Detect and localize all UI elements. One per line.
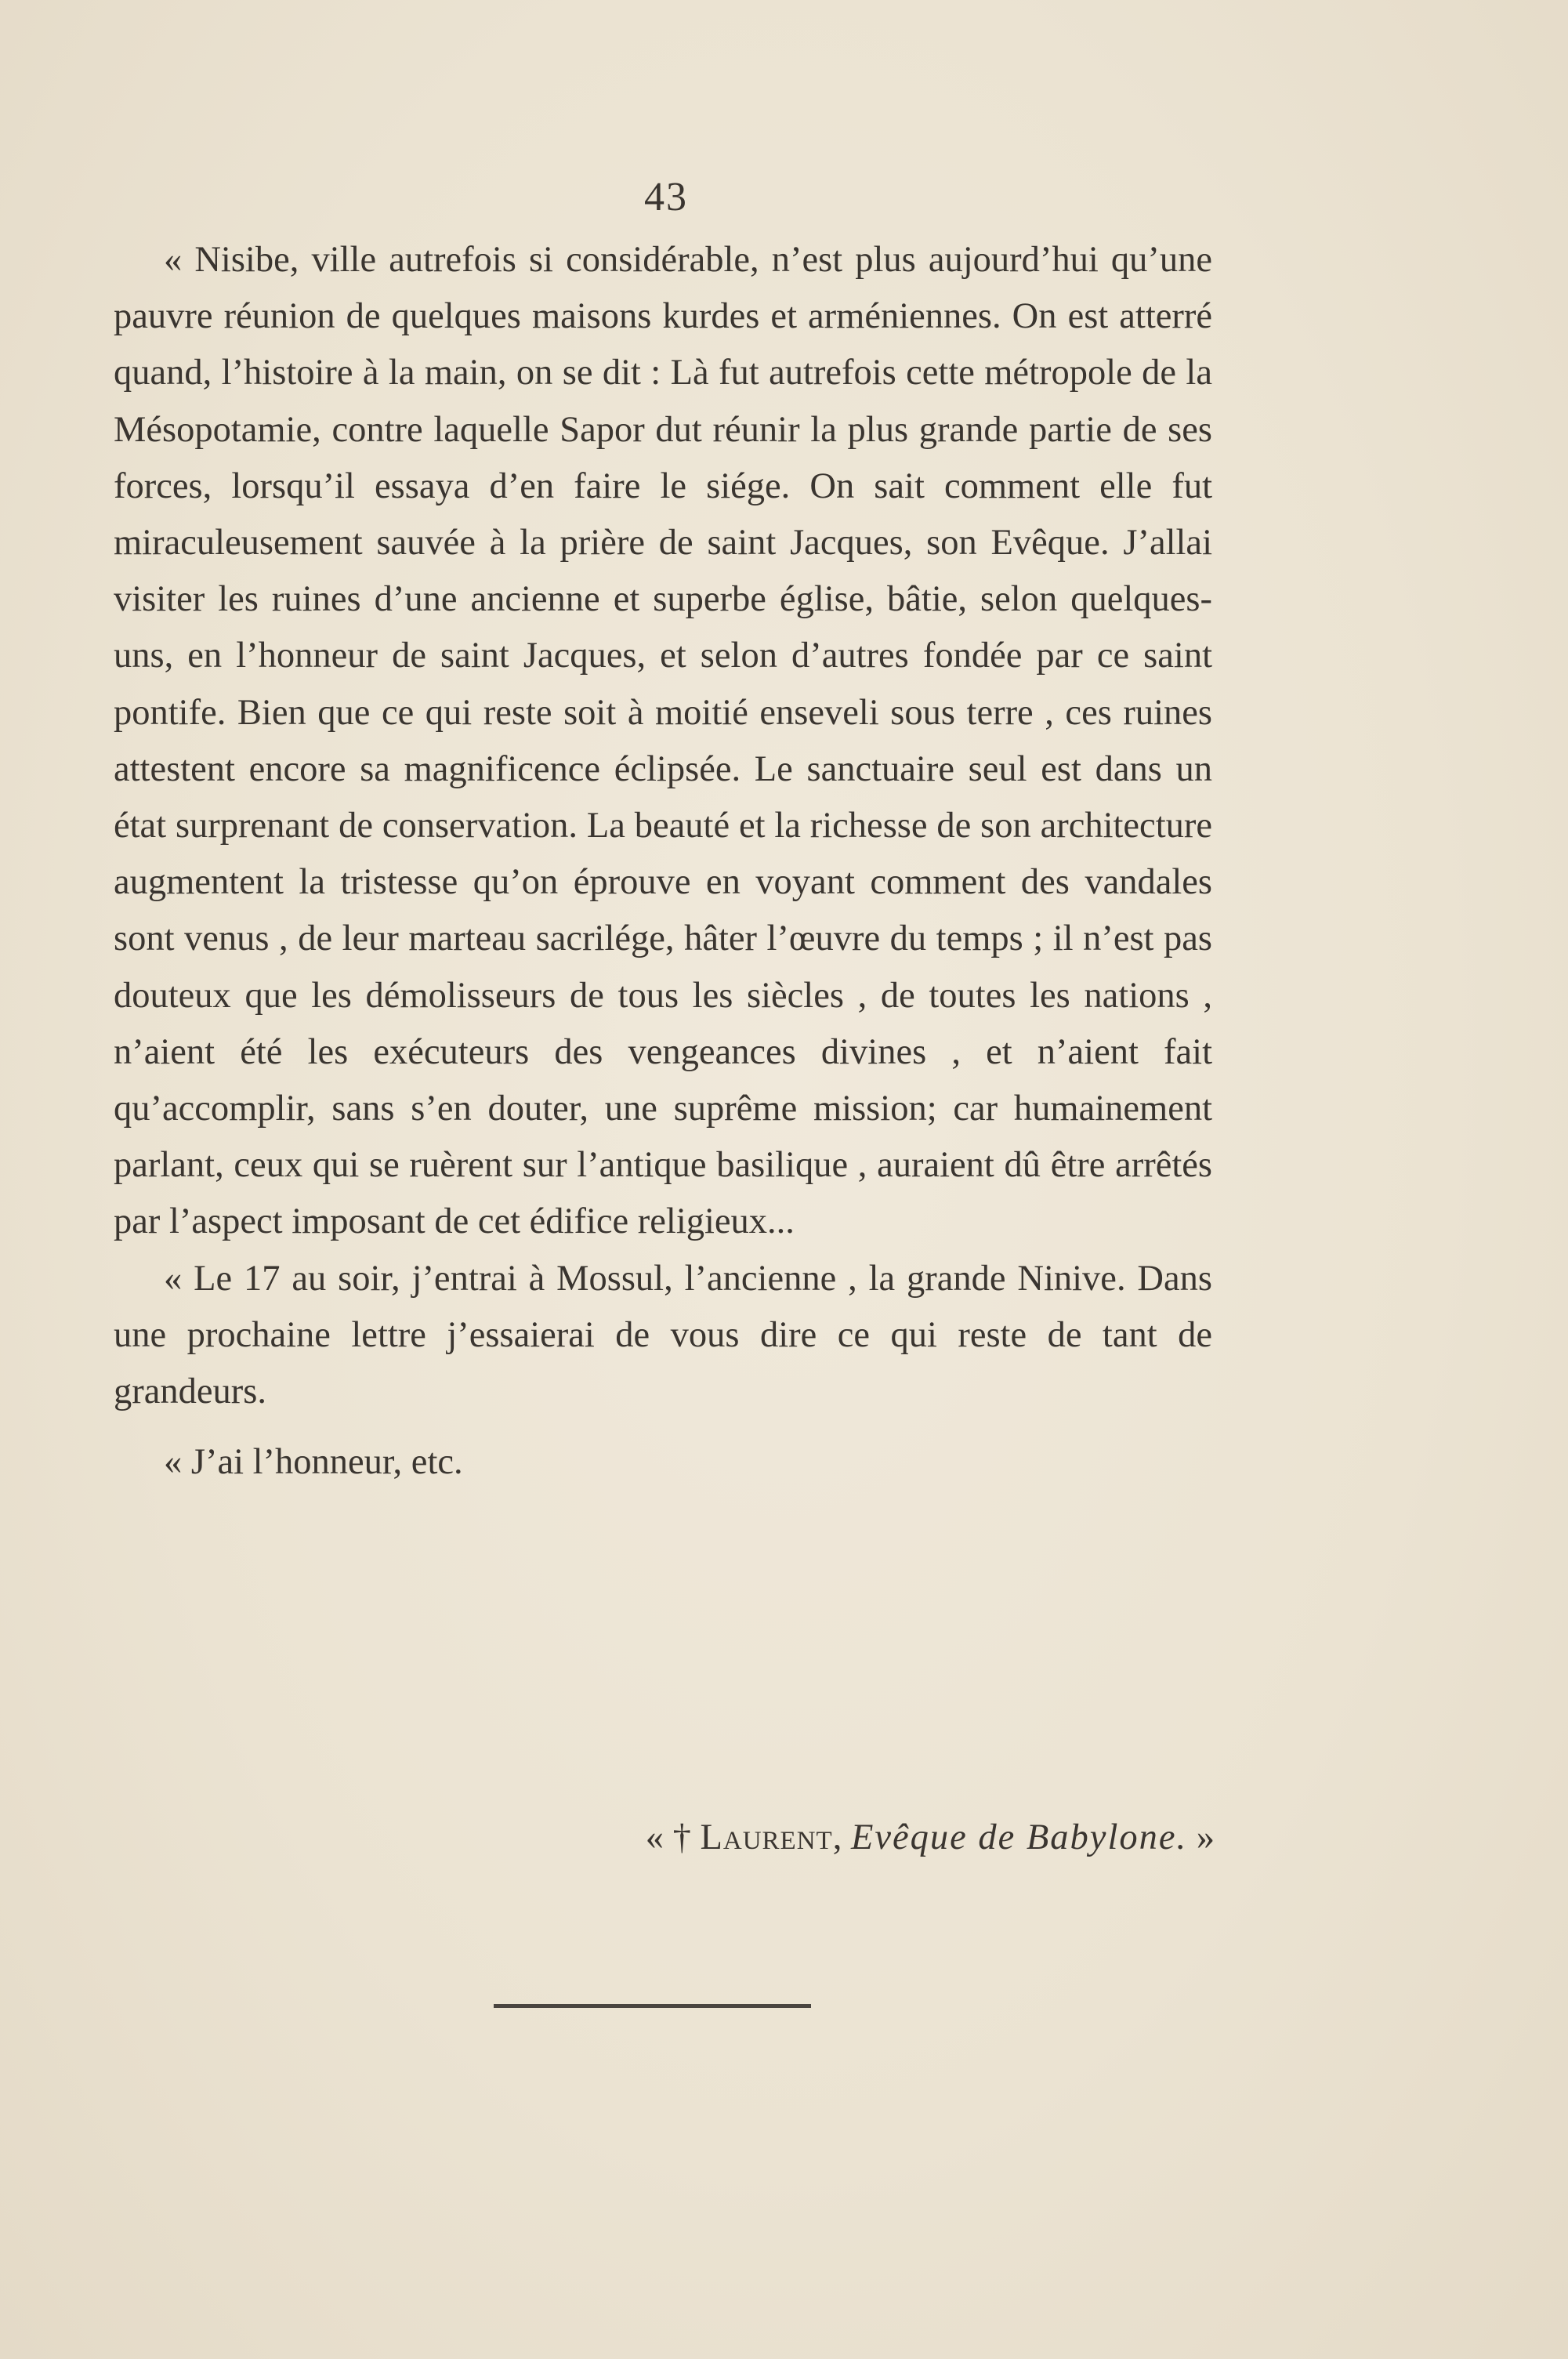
signature-name: Laurent bbox=[700, 1817, 833, 1857]
signature-open-quote: « † bbox=[645, 1817, 701, 1857]
signature bbox=[0, 1817, 1215, 1858]
end-rule bbox=[494, 2004, 811, 2008]
signature-title: Evêque de Babylone. bbox=[850, 1817, 1188, 1857]
paragraph-nisibe: « Nisibe, ville autrefois si considérable, n’est plus aujourd’hui qu’une pauvre réunion de quelques maisons kurdes et arméniennes. On est atterré quand, l’histoire à la main, on se dit : Là fut autrefois cette métropole de la Mésopotamie, contre laquelle Sapor dut réunir la plus grande partie de ses forces, lorsqu’il essaya d’en faire le siége. On sait comment elle fut miraculeusement sauvée à la prière de saint Jacques, son Evêque. J’allai visiter les ruines d’une ancienne et superbe église, bâtie, selon quelques-uns, en l’honneur de saint Jacques, et selon d’autres fondée par ce saint pontife. Bien que ce qui reste soit à moitié enseveli sous terre , ces ruines attestent encore sa magnificence éclipsée. Le sanctuaire seul est dans un état surprenant de conservation. La beauté et la richesse de son architecture augmentent la tristesse qu’on éprouve en voyant comment des vandales sont venus , de leur marteau sacrilége, hâter l’œuvre du temps ; il n’est pas douteux que les démolisseurs de tous les siècles , de toutes les nations , n’aient été les exécuteurs des vengeances divines , et n’aient fait qu’accomplir, sans s’en douter, une suprême mission; car humainement parlant, ceux qui se ruèrent sur l’antique basilique , auraient dû être arrêtés par l’aspect imposant de cet édifice religieux... bbox=[114, 240, 1212, 1242]
body-text bbox=[114, 232, 1212, 1491]
signature-close-quote: » bbox=[1187, 1817, 1215, 1857]
page-number: 43 bbox=[644, 175, 688, 219]
closing-formula: « J’ai l’honneur, etc. bbox=[164, 1442, 463, 1483]
paragraph-mossul: « Le 17 au soir, j’entrai à Mossul, l’ancienne , la grande Ninive. Dans une prochaine lettre j’essaierai de vous dire ce qui reste de tant de grandeurs. bbox=[114, 1258, 1212, 1412]
signature-separator: , bbox=[832, 1817, 851, 1857]
